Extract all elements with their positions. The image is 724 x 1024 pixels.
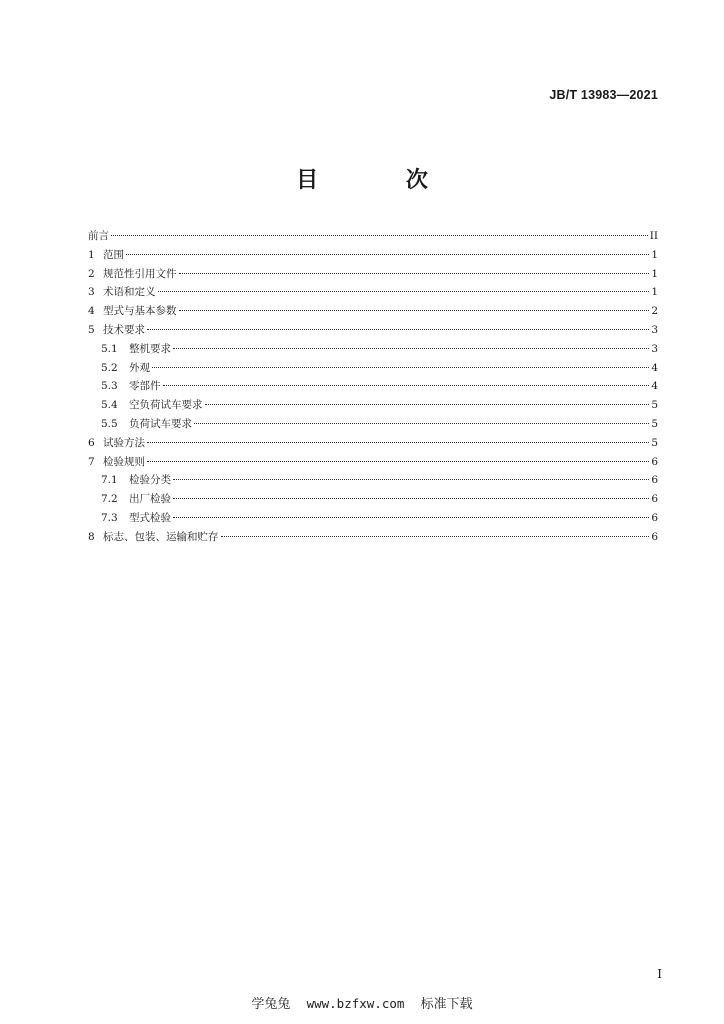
toc-entry-number: 5.5 <box>101 417 118 430</box>
toc-entry-page: 6 <box>651 530 658 543</box>
toc-entry-page: 5 <box>651 417 658 430</box>
toc-entry-page: 4 <box>651 361 658 374</box>
toc-entry-label: 术语和定义 <box>103 286 156 299</box>
toc-entry-label: 试验方法 <box>103 436 145 449</box>
toc-entry[interactable] <box>88 359 658 378</box>
toc-entry-label: 检验规则 <box>103 455 145 468</box>
toc-entry-label: 技术要求 <box>103 323 145 336</box>
toc-dot-leader <box>163 385 650 386</box>
toc-dot-leader <box>126 254 649 255</box>
toc-entry-page: 3 <box>651 323 658 336</box>
toc-entry-label: 零部件 <box>129 380 161 393</box>
toc-entry[interactable] <box>88 453 658 472</box>
toc-entry-page: 6 <box>651 493 658 506</box>
toc-entry-page: 5 <box>651 436 658 449</box>
toc-entry-number: 7 <box>88 455 95 468</box>
toc-entry-number: 7.2 <box>101 493 118 506</box>
toc-entry-number: 5.4 <box>101 399 118 412</box>
toc-entry[interactable] <box>88 321 658 340</box>
toc-entry[interactable] <box>88 434 658 453</box>
toc-entry-number: 6 <box>88 436 95 449</box>
toc-entry-page: 6 <box>651 455 658 468</box>
toc-entry-label: 空负荷试车要求 <box>129 399 203 412</box>
toc-entry[interactable] <box>88 528 658 547</box>
toc-entry[interactable] <box>88 471 658 490</box>
toc-dot-leader <box>173 498 649 499</box>
toc-entry[interactable] <box>88 302 658 321</box>
toc-title: 目 次 <box>296 168 468 193</box>
footer-url[interactable]: www.bzfxw.com <box>306 996 405 1011</box>
toc-entry-label: 前言 <box>88 230 109 242</box>
toc-entry[interactable] <box>88 340 658 359</box>
toc-entry-label: 出厂检验 <box>129 493 171 506</box>
toc-entry-number: 5.1 <box>101 342 118 355</box>
toc-entry-number: 2 <box>88 267 95 280</box>
toc-entry-number: 7.1 <box>101 474 118 487</box>
toc-entry-label: 整机要求 <box>129 342 171 355</box>
toc-dot-leader <box>147 461 649 462</box>
toc-entry-label: 外观 <box>129 361 150 374</box>
toc-entry-label: 标志、包装、运输和贮存 <box>103 530 219 543</box>
toc-dot-leader <box>152 367 649 368</box>
toc-dot-leader <box>173 479 649 480</box>
toc-entry-label: 型式与基本参数 <box>103 305 177 318</box>
toc-entry-page: 1 <box>651 286 658 299</box>
toc-entry-label: 检验分类 <box>129 474 171 487</box>
toc-dot-leader <box>179 310 650 311</box>
toc-entry-number: 5.3 <box>101 380 118 393</box>
toc-entry[interactable] <box>88 265 658 284</box>
footer-site-name: 学兔兔 <box>251 997 291 1012</box>
toc-entry-page: 5 <box>651 399 658 412</box>
toc-dot-leader <box>205 404 650 405</box>
toc-entry-number: 5.2 <box>101 361 118 374</box>
table-of-contents <box>88 227 658 547</box>
footer <box>0 993 724 1012</box>
toc-dot-leader <box>111 235 648 236</box>
toc-entry-number: 3 <box>88 286 95 299</box>
toc-dot-leader <box>158 291 650 292</box>
toc-entry-number: 8 <box>88 530 95 543</box>
toc-entry-page: 3 <box>651 342 658 355</box>
toc-dot-leader <box>194 423 649 424</box>
toc-entry[interactable] <box>88 227 658 246</box>
toc-entry-number: 4 <box>88 305 95 318</box>
toc-entry[interactable] <box>88 283 658 302</box>
toc-entry-page: 1 <box>651 267 658 280</box>
toc-dot-leader <box>147 329 649 330</box>
footer-tagline: 标准下载 <box>420 997 473 1012</box>
toc-entry-page: 6 <box>651 511 658 524</box>
toc-dot-leader <box>173 517 649 518</box>
toc-entry-label: 负荷试车要求 <box>129 417 192 430</box>
toc-entry[interactable] <box>88 490 658 509</box>
toc-entry-number: 1 <box>88 248 95 261</box>
toc-entry-page: 4 <box>651 380 658 393</box>
toc-entry[interactable] <box>88 396 658 415</box>
toc-entry[interactable] <box>88 415 658 434</box>
toc-entry-label: 型式检验 <box>129 511 171 524</box>
toc-dot-leader <box>147 442 649 443</box>
toc-dot-leader <box>179 273 650 274</box>
toc-entry[interactable] <box>88 377 658 396</box>
toc-entry-number: 5 <box>88 323 95 336</box>
toc-entry-label: 规范性引用文件 <box>103 267 177 280</box>
toc-entry-page: 6 <box>651 474 658 487</box>
toc-dot-leader <box>173 348 649 349</box>
toc-entry[interactable] <box>88 246 658 265</box>
toc-entry[interactable] <box>88 509 658 528</box>
page-number: I <box>657 967 662 981</box>
toc-entry-page: II <box>649 230 658 242</box>
document-code: JB/T 13983—2021 <box>549 88 658 102</box>
toc-entry-number: 7.3 <box>101 511 118 524</box>
toc-entry-label: 范围 <box>103 248 124 261</box>
toc-entry-page: 1 <box>651 248 658 261</box>
toc-dot-leader <box>221 536 650 537</box>
toc-entry-page: 2 <box>651 305 658 318</box>
